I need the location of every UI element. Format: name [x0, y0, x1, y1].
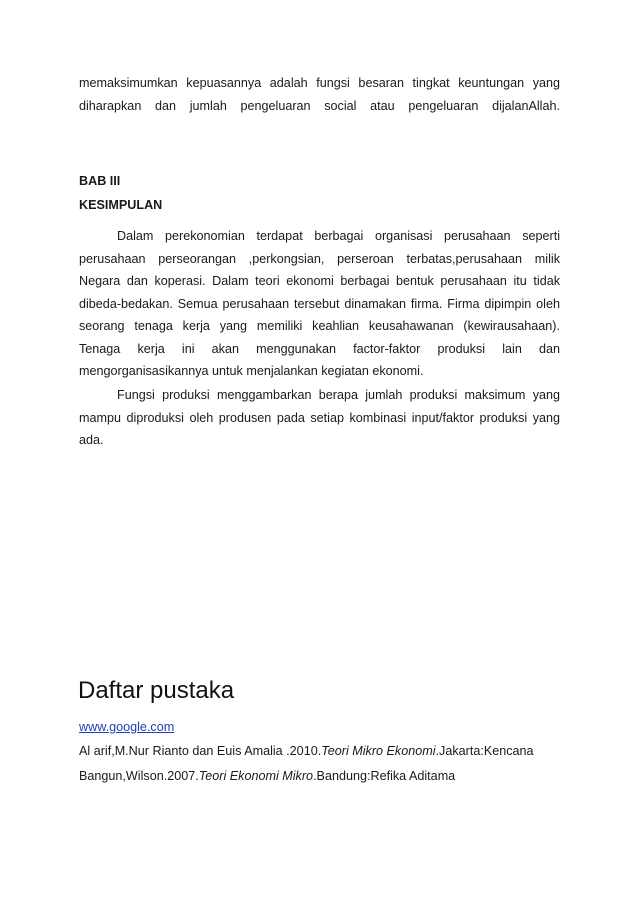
chapter-title: KESIMPULAN	[79, 198, 163, 212]
reference-book-title: Teori Mikro Ekonomi	[321, 744, 436, 758]
paragraph-line: mengorganisasikannya untuk menjalankan kegiatan ekonomi.	[79, 364, 424, 378]
paragraph-line: ada.	[79, 433, 104, 447]
conclusion-paragraph-1	[79, 225, 560, 383]
paragraph-line: Negara dan koperasi. Dalam teori ekonomi berbagai bentuk perusahaan itu tidak	[79, 274, 560, 288]
reference-text: .Jakarta:Kencana	[435, 744, 534, 758]
chapter-label: BAB III	[79, 174, 121, 188]
reference-item-2	[79, 768, 455, 784]
paragraph-line: mampu diproduksi oleh produsen pada setiap kombinasi input/faktor produksi yang	[79, 410, 560, 425]
paragraph-line: Fungsi produksi menggambarkan berapa jumlah produksi maksimum yang	[117, 388, 560, 402]
intro-line-1: memaksimumkan kepuasannya adalah fungsi besaran tingkat keuntungan yang	[79, 76, 560, 90]
paragraph-line: seorang tenaga kerja yang memiliki keahlian keusahawanan (kewirausahaan).	[79, 319, 560, 333]
paragraph-line: dibeda-bedakan. Semua perusahaan tersebut dinamakan firma. Firma dipimpin oleh	[79, 296, 560, 311]
reference-text: Al arif,M.Nur Rianto dan Euis Amalia .2010.	[79, 744, 322, 758]
paragraph-line: Tenaga kerja ini akan menggunakan factor-faktor produksi lain dan	[79, 341, 560, 356]
reference-text: Bangun,Wilson.2007.	[79, 769, 199, 783]
reference-book-title: Teori Ekonomi Mikro	[198, 769, 314, 783]
paragraph-line: Dalam perekonomian terdapat berbagai organisasi perusahaan seperti	[117, 229, 560, 243]
paragraph-line: perusahaan perseorangan ,perkongsian, perseroan terbatas,perusahaan milik	[79, 251, 560, 266]
reference-text: .Bandung:Refika Aditama	[313, 769, 456, 783]
reference-item-1	[79, 743, 534, 759]
conclusion-paragraph-2	[79, 384, 560, 452]
references-title: Daftar pustaka	[78, 677, 235, 704]
reference-link[interactable]: www.google.com	[79, 720, 175, 734]
intro-line-2: diharapkan dan jumlah pengeluaran social atau pengeluaran dijalanAllah.	[79, 98, 560, 113]
intro-paragraph	[79, 72, 560, 117]
